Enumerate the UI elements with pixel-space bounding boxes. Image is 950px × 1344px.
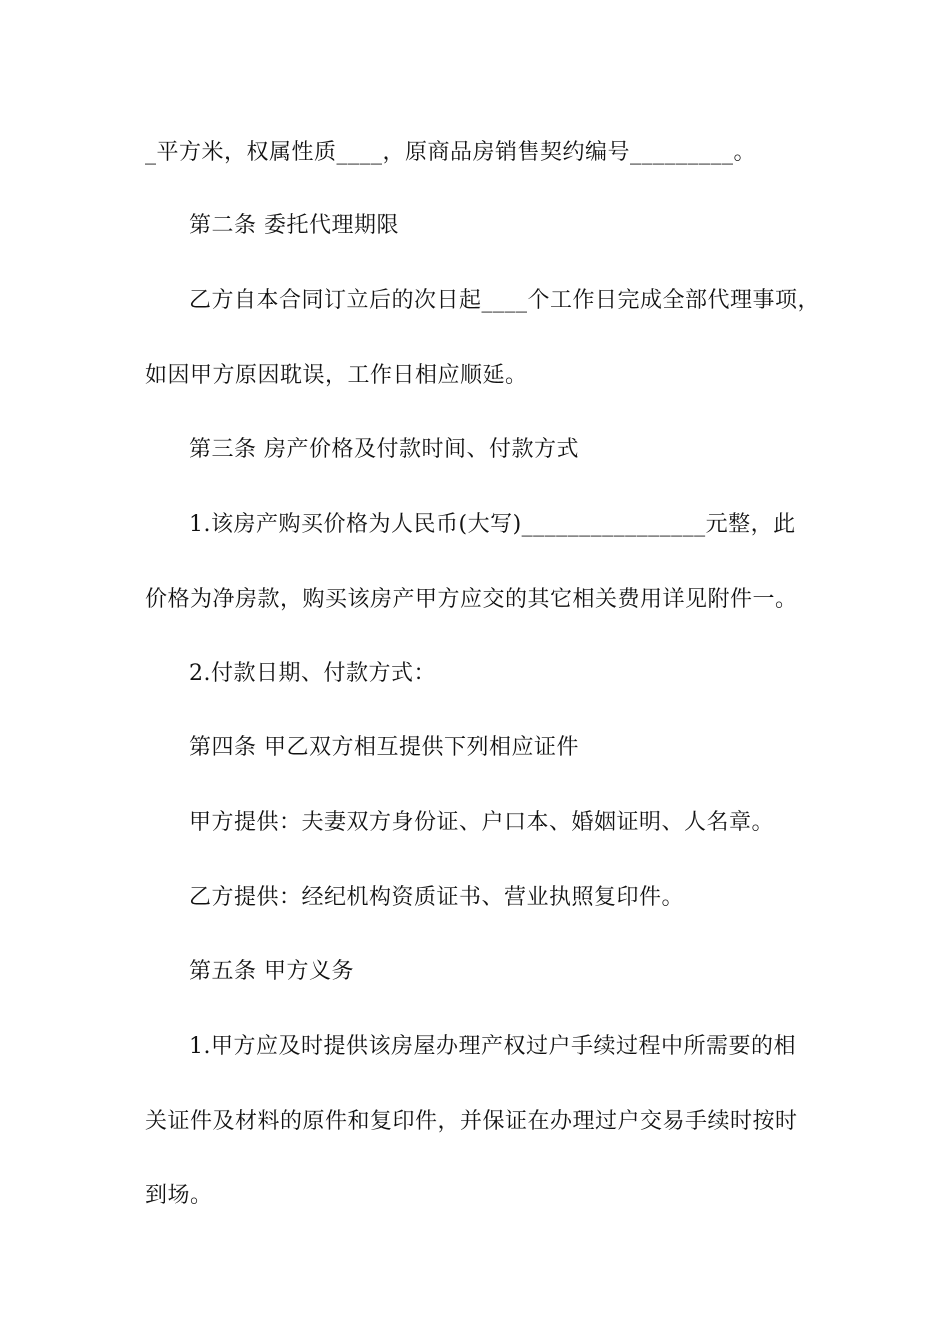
text-line-11: 乙方提供：经纪机构资质证书、营业执照复印件。 bbox=[189, 885, 685, 910]
section-heading-article-5: 第五条 甲方义务 bbox=[189, 959, 354, 984]
section-heading-article-4: 第四条 甲乙双方相互提供下列相应证件 bbox=[189, 735, 579, 760]
text-line-13: 1.甲方应及时提供该房屋办理产权过户手续过程中所需要的相 bbox=[189, 1034, 796, 1059]
text-line-8: 2.付款日期、付款方式： bbox=[189, 661, 436, 686]
text-line-4: 如因甲方原因耽误，工作日相应顺延。 bbox=[145, 363, 528, 388]
text-line-7: 价格为净房款，购买该房产甲方应交的其它相关费用详见附件一。 bbox=[145, 587, 798, 612]
text-line-6: 1.该房产购买价格为人民币(大写)________________元整，此 bbox=[189, 512, 796, 537]
text-line-10: 甲方提供：夫妻双方身份证、户口本、婚姻证明、人名章。 bbox=[189, 810, 775, 835]
section-heading-article-3: 第三条 房产价格及付款时间、付款方式 bbox=[189, 437, 579, 462]
text-line-14: 关证件及材料的原件和复印件，并保证在办理过户交易手续时按时 bbox=[145, 1109, 798, 1134]
section-heading-article-2: 第二条 委托代理期限 bbox=[189, 213, 399, 238]
text-line-15: 到场。 bbox=[145, 1183, 213, 1208]
text-line-3: 乙方自本合同订立后的次日起____个工作日完成全部代理事项， bbox=[189, 288, 821, 313]
text-line-1: _平方米，权属性质____，原商品房销售契约编号_________。 bbox=[145, 140, 757, 165]
